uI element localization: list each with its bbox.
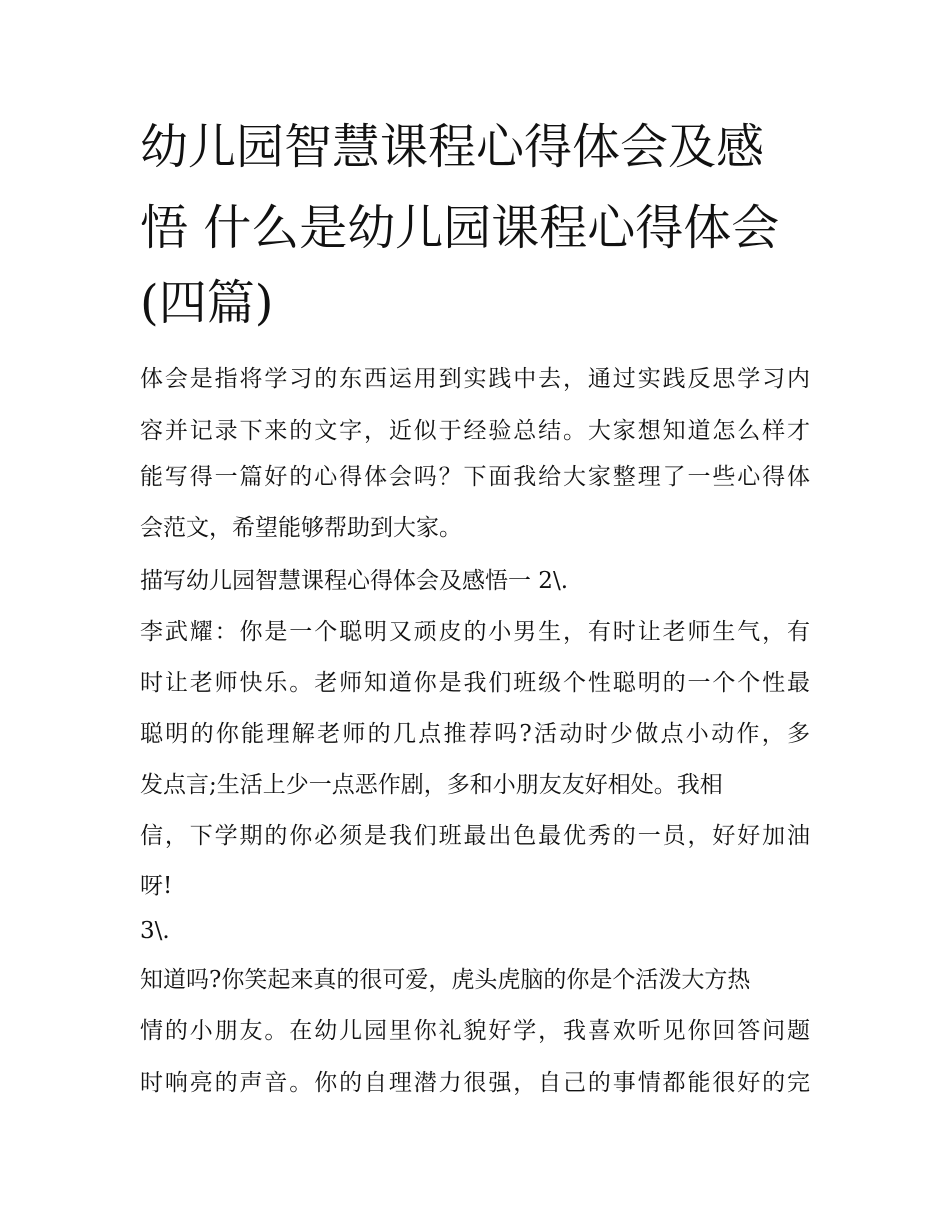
intro-line-2: 容并记录下来的文字，近似于经验总结。大家想知道怎么样才 bbox=[140, 418, 810, 444]
document-title-line-1: 幼儿园智慧课程心得体会及感 bbox=[140, 119, 765, 175]
section-heading: 描写幼儿园智慧课程心得体会及感悟一 2\. bbox=[140, 568, 569, 594]
intro-line-1: 体会是指将学习的东西运用到实践中去，通过实践反思学习内 bbox=[140, 366, 810, 392]
paragraph1-line-4: 发点言;生活上少一点恶作剧，多和小朋友友好相处。我相 bbox=[140, 772, 723, 798]
paragraph1-line-1: 李武耀：你是一个聪明又顽皮的小男生，有时让老师生气，有 bbox=[140, 619, 810, 645]
intro-line-4: 会范文，希望能够帮助到大家。 bbox=[140, 515, 462, 541]
paragraph2-line-1: 知道吗?你笑起来真的很可爱，虎头虎脑的你是个活泼大方热 bbox=[140, 967, 751, 993]
paragraph1-line-3: 聪明的你能理解老师的几点推荐吗?活动时少做点小动作，多 bbox=[140, 721, 810, 747]
paragraph1-line-6: 呀! bbox=[140, 873, 173, 899]
paragraph2-line-2: 情的小朋友。在幼儿园里你礼貌好学，我喜欢听见你回答问题 bbox=[140, 1018, 810, 1044]
item-number: 3\. bbox=[140, 918, 170, 944]
paragraph2-line-3: 时响亮的声音。你的自理潜力很强，自己的事情都能很好的完 bbox=[140, 1070, 810, 1096]
paragraph1-line-2: 时让老师快乐。老师知道你是我们班级个性聪明的一个个性最 bbox=[140, 670, 810, 696]
document-title-line-3: (四篇) bbox=[140, 275, 274, 331]
intro-line-3: 能写得一篇好的心得体会吗？下面我给大家整理了一些心得体 bbox=[140, 464, 810, 490]
paragraph1-line-5: 信，下学期的你必须是我们班最出色最优秀的一员，好好加油 bbox=[140, 823, 810, 849]
document-title-line-2: 悟 什么是幼儿园课程心得体会 bbox=[140, 200, 780, 256]
